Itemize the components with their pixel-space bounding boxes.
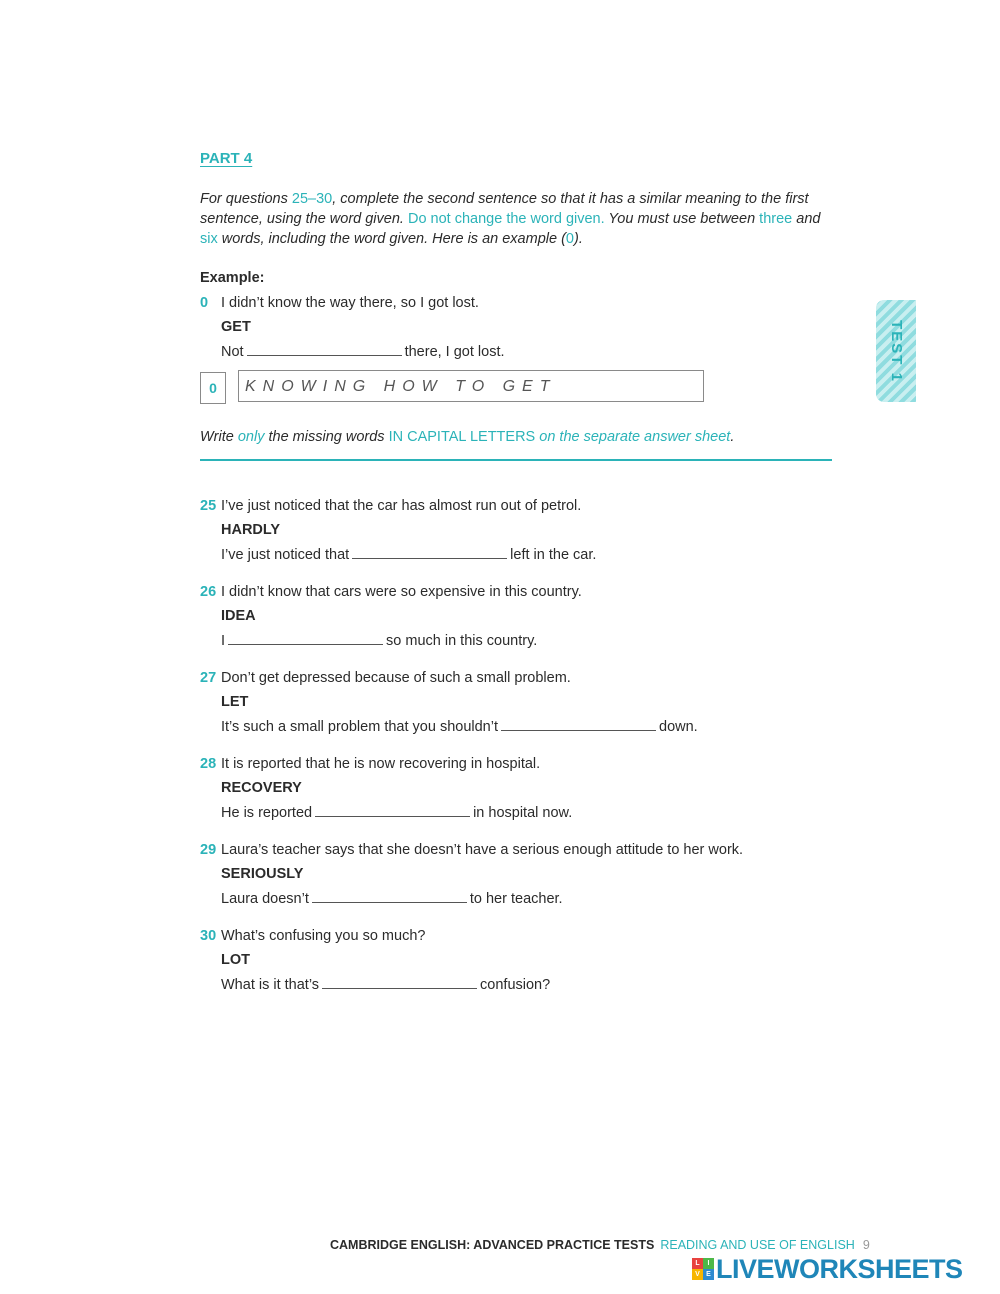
question-28: 28 It is reported that he is now recovering in hospital. RECOVERY He is reported in hospital now. bbox=[200, 754, 820, 826]
question-number: 30 bbox=[200, 928, 217, 944]
example-answer-number: 0 bbox=[200, 372, 226, 404]
question-number: 0 bbox=[200, 295, 209, 311]
question-number: 27 bbox=[200, 670, 217, 686]
page-number: 9 bbox=[862, 1238, 870, 1252]
question-sentence: Laura’s teacher says that she doesn’t have a serious enough attitude to her work. bbox=[221, 842, 744, 858]
example-question: 0 I didn’t know the way there, so I got lost. GET Not there, I got lost. bbox=[200, 293, 820, 365]
question-keyword: LET bbox=[221, 694, 249, 710]
answer-blank[interactable] bbox=[322, 974, 477, 989]
answer-blank[interactable] bbox=[315, 802, 470, 817]
question-26: 26 I didn’t know that cars were so expensive in this country. IDEA I so much in this country. bbox=[200, 582, 820, 654]
question-keyword: RECOVERY bbox=[221, 780, 302, 796]
question-sentence: It is reported that he is now recovering in hospital. bbox=[221, 756, 541, 772]
liveworksheets-logo-text: LIVEWORKSHEETS bbox=[716, 1253, 963, 1284]
test-side-tab-label: TEST 1 bbox=[887, 319, 905, 383]
answer-blank[interactable] bbox=[312, 888, 467, 903]
question-keyword: LOT bbox=[221, 952, 250, 968]
question-27: 27 Don’t get depressed because of such a small problem. LET It’s such a small problem that you shouldn’t down. bbox=[200, 668, 820, 740]
question-sentence: I didn’t know that cars were so expensive in this country. bbox=[221, 584, 582, 600]
liveworksheets-logo-icon: L I V E bbox=[692, 1258, 714, 1280]
section-divider bbox=[200, 459, 832, 461]
part-title: PART 4 bbox=[200, 150, 253, 167]
example-answer-box: KNOWING HOW TO GET bbox=[238, 370, 704, 402]
question-25: 25 I’ve just noticed that the car has almost run out of petrol. HARDLY I’ve just noticed that left in the car. bbox=[200, 496, 820, 568]
question-30: 30 What’s confusing you so much? LOT What is it that’s confusion? bbox=[200, 926, 820, 998]
example-label: Example: bbox=[200, 270, 265, 286]
question-keyword: GET bbox=[221, 319, 251, 335]
page-footer bbox=[330, 1238, 870, 1252]
footer-title: CAMBRIDGE ENGLISH: ADVANCED PRACTICE TESTS bbox=[330, 1238, 655, 1252]
question-number: 26 bbox=[200, 584, 217, 600]
answer-blank bbox=[247, 341, 402, 356]
answer-blank[interactable] bbox=[228, 630, 383, 645]
liveworksheets-logo[interactable] bbox=[692, 1254, 963, 1284]
answer-blank[interactable] bbox=[501, 716, 656, 731]
question-sentence: I didn’t know the way there, so I got lost. bbox=[221, 295, 479, 311]
answer-blank[interactable] bbox=[352, 544, 507, 559]
footer-series: READING AND USE OF ENGLISH bbox=[660, 1238, 855, 1252]
question-number: 28 bbox=[200, 756, 217, 772]
question-sentence: Don’t get depressed because of such a small problem. bbox=[221, 670, 571, 686]
question-29: 29 Laura’s teacher says that she doesn’t have a serious enough attitude to her work. SERIOUSLY Laura doesn’t to her teacher. bbox=[200, 840, 820, 912]
question-sentence: What’s confusing you so much? bbox=[221, 928, 426, 944]
question-number: 29 bbox=[200, 842, 217, 858]
question-range: 25–30 bbox=[291, 191, 333, 207]
question-keyword: IDEA bbox=[221, 608, 256, 624]
question-number: 25 bbox=[200, 498, 217, 514]
question-sentence: I’ve just noticed that the car has almost run out of petrol. bbox=[221, 498, 582, 514]
instructions: For questions 25–30, complete the second sentence so that it has a similar meaning to the first sentence, using the word given. Do not change the word given. You must use between three and six words, including the word given. Here is an example (0). bbox=[200, 191, 821, 247]
write-instruction: Write only the missing words IN CAPITAL LETTERS on the separate answer sheet. bbox=[200, 429, 735, 445]
question-keyword: HARDLY bbox=[221, 522, 281, 538]
question-keyword: SERIOUSLY bbox=[221, 866, 304, 882]
do-not-change-note: Do not change the word given. bbox=[407, 211, 605, 227]
